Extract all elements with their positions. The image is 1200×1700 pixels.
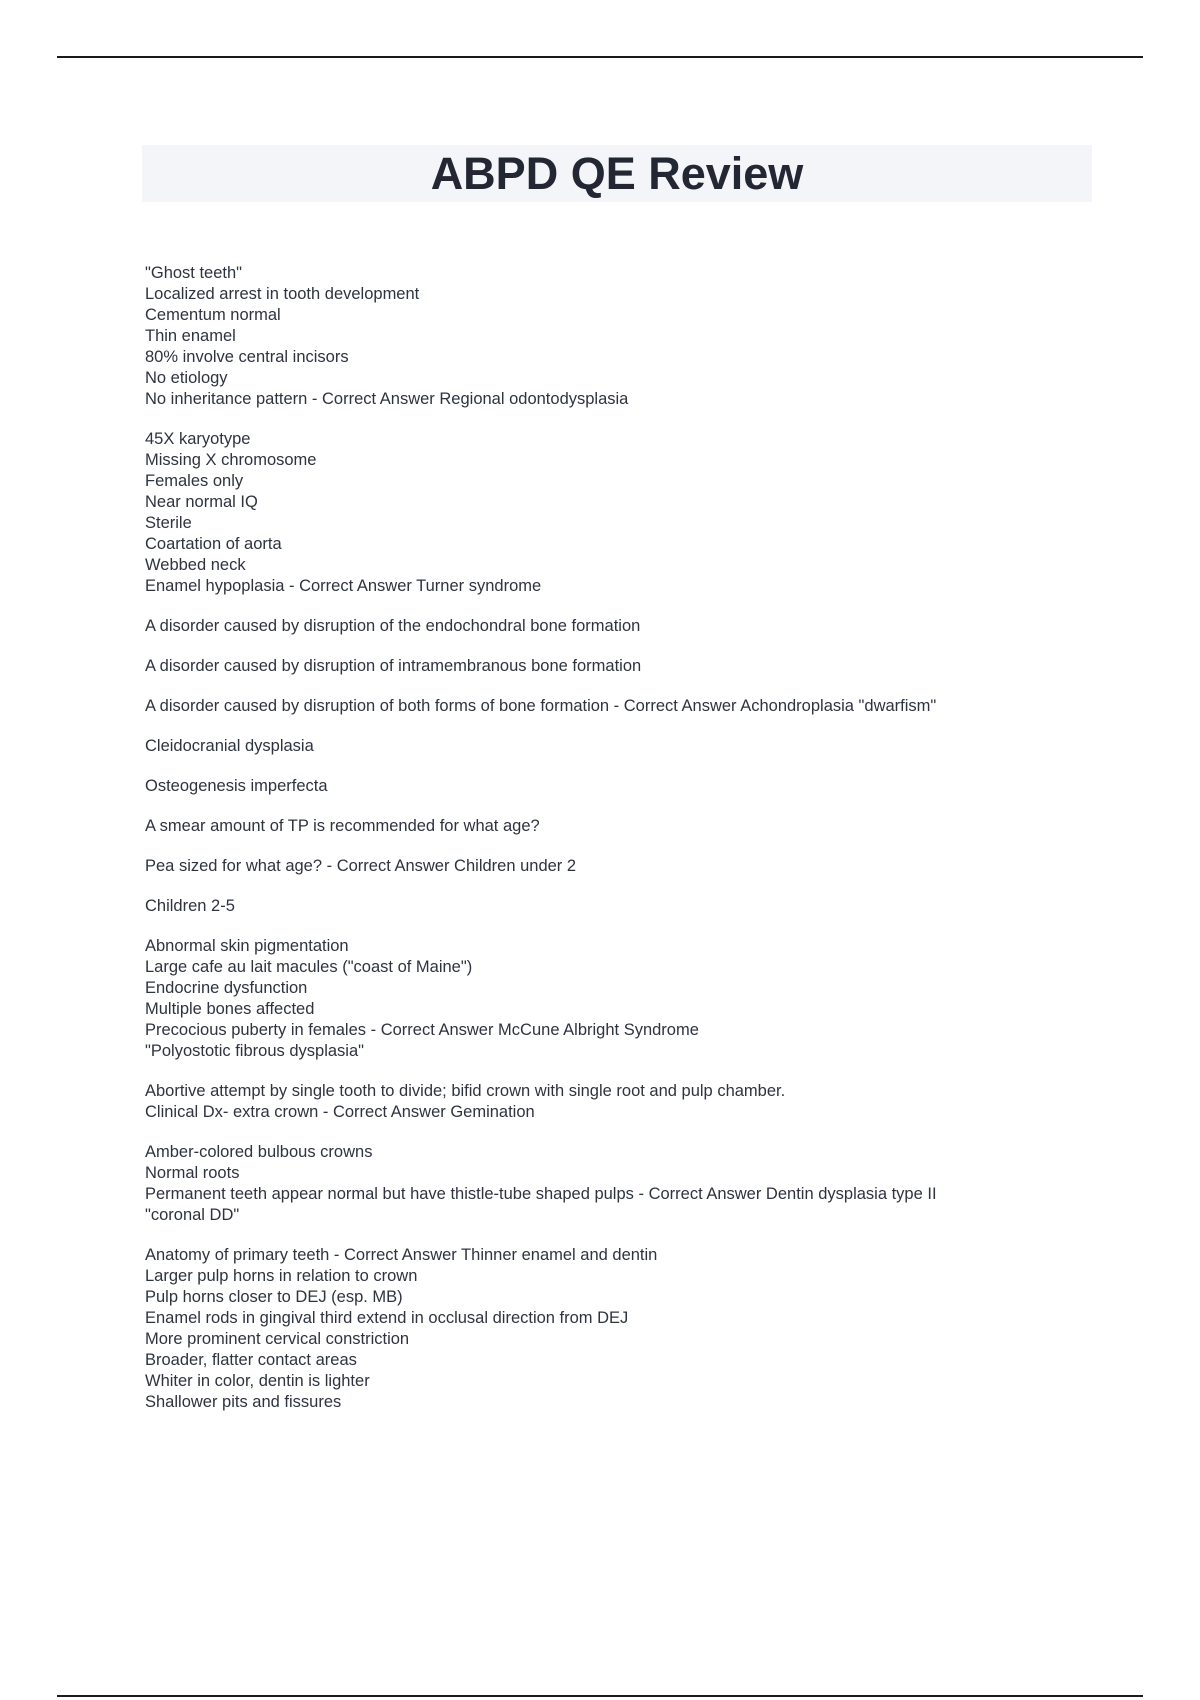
qa-line: Children 2-5 [145, 897, 235, 915]
qa-line: Abnormal skin pigmentation [145, 937, 349, 955]
qa-block [145, 856, 1045, 877]
qa-line: Pulp horns closer to DEJ (esp. MB) [145, 1288, 403, 1306]
qa-line: Sterile [145, 514, 192, 532]
qa-line: More prominent cervical constriction [145, 1330, 410, 1348]
qa-line: Whiter in color, dentin is lighter [145, 1372, 370, 1390]
qa-line: 45X karyotype [145, 430, 251, 448]
review-content [145, 263, 1045, 1432]
page-title: ABPD QE Review [430, 147, 804, 199]
header-rule [57, 56, 1143, 58]
qa-line: "Ghost teeth" [145, 264, 243, 282]
qa-line: Large cafe au lait macules ("coast of Maine") [145, 958, 473, 976]
qa-block [145, 616, 1045, 637]
qa-line: Cleidocranial dysplasia [145, 737, 314, 755]
qa-block [145, 263, 1045, 410]
title-band [142, 145, 1092, 202]
qa-block [145, 896, 1045, 917]
qa-line: Permanent teeth appear normal but have thistle-tube shaped pulps - Correct Answer Dentin dysplasia type II [145, 1185, 937, 1203]
qa-line: Webbed neck [145, 556, 246, 574]
qa-line: 80% involve central incisors [145, 348, 349, 366]
qa-line: Coartation of aorta [145, 535, 282, 553]
qa-line: Larger pulp horns in relation to crown [145, 1267, 418, 1285]
qa-line: Cementum normal [145, 306, 281, 324]
qa-line: A disorder caused by disruption of both forms of bone formation - Correct Answer Achondroplasia "dwarfism" [145, 697, 937, 715]
qa-line: Pea sized for what age? - Correct Answer Children under 2 [145, 857, 577, 875]
qa-line: A disorder caused by disruption of the endochondral bone formation [145, 617, 641, 635]
qa-block [145, 936, 1045, 1062]
qa-line: Normal roots [145, 1164, 240, 1182]
qa-block [145, 736, 1045, 757]
qa-line: No inheritance pattern - Correct Answer Regional odontodysplasia [145, 390, 629, 408]
qa-line: A smear amount of TP is recommended for what age? [145, 817, 540, 835]
qa-line: Endocrine dysfunction [145, 979, 308, 997]
qa-line: Localized arrest in tooth development [145, 285, 420, 303]
footer-rule [57, 1695, 1143, 1697]
qa-line: Enamel hypoplasia - Correct Answer Turner syndrome [145, 577, 542, 595]
qa-line: Amber-colored bulbous crowns [145, 1143, 373, 1161]
qa-block [145, 776, 1045, 797]
qa-line: Clinical Dx- extra crown - Correct Answer Gemination [145, 1103, 535, 1121]
qa-line: Thin enamel [145, 327, 236, 345]
qa-line: "Polyostotic fibrous dysplasia" [145, 1042, 364, 1060]
qa-line: "coronal DD" [145, 1206, 240, 1224]
qa-line: Osteogenesis imperfecta [145, 777, 328, 795]
qa-line: Near normal IQ [145, 493, 258, 511]
qa-block [145, 656, 1045, 677]
qa-line: Shallower pits and fissures [145, 1393, 342, 1411]
qa-block [145, 696, 1045, 717]
qa-block [145, 1142, 1045, 1226]
qa-line: Multiple bones affected [145, 1000, 315, 1018]
qa-line: Enamel rods in gingival third extend in occlusal direction from DEJ [145, 1309, 629, 1327]
qa-line: Broader, flatter contact areas [145, 1351, 357, 1369]
qa-line: Precocious puberty in females - Correct Answer McCune Albright Syndrome [145, 1021, 699, 1039]
qa-line: Abortive attempt by single tooth to divide; bifid crown with single root and pulp chamber. [145, 1082, 786, 1100]
qa-block [145, 1081, 1045, 1123]
qa-line: Anatomy of primary teeth - Correct Answer Thinner enamel and dentin [145, 1246, 658, 1264]
qa-block [145, 429, 1045, 597]
qa-line: Females only [145, 472, 244, 490]
qa-block [145, 1245, 1045, 1413]
qa-line: Missing X chromosome [145, 451, 317, 469]
qa-line: No etiology [145, 369, 228, 387]
qa-line: A disorder caused by disruption of intramembranous bone formation [145, 657, 642, 675]
qa-block [145, 816, 1045, 837]
